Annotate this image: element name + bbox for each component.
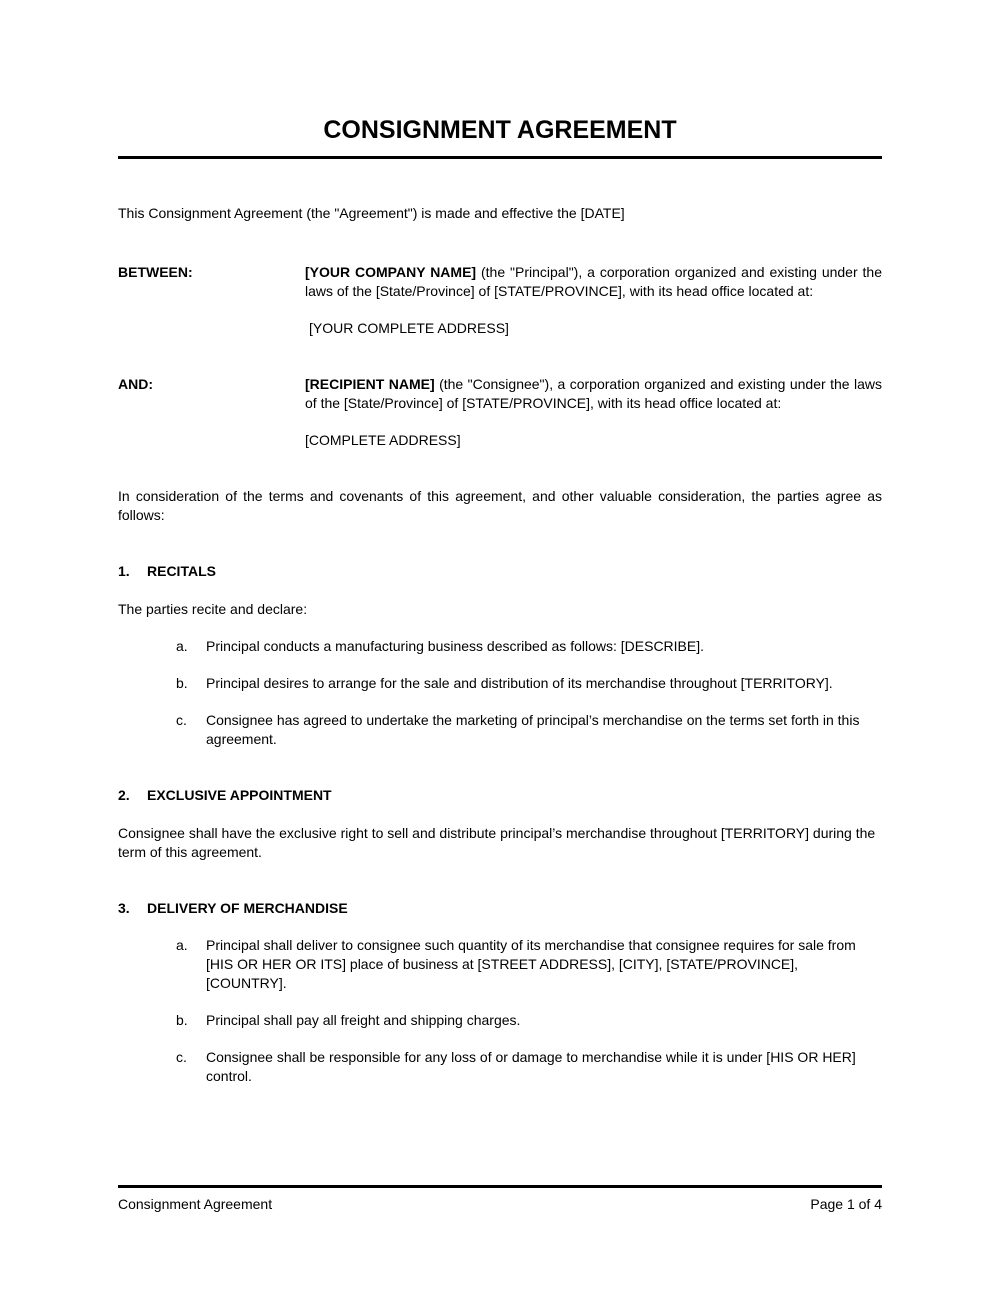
list-item-letter: b. [176,675,188,691]
section-2-title: EXCLUSIVE APPOINTMENT [147,787,332,803]
list-item-letter: b. [176,1012,188,1028]
list-item-text: Consignee has agreed to undertake the marketing of principal’s merchandise on the terms set forth in this agreement. [206,712,860,747]
section-2-paragraph: Consignee shall have the exclusive right to sell and distribute principal’s merchandise throughout [TERRITORY] during the term of this agreement. [118,825,876,860]
list-item [118,1048,882,1086]
party-and-label: AND: [118,376,153,392]
list-item-text: Principal shall deliver to consignee such quantity of its merchandise that consignee requires for sale from [HIS OR HER OR ITS] place of business at [STREET ADDRESS], [CITY], [STATE/PROVINCE], [COUNTRY]. [206,937,856,991]
document-title: CONSIGNMENT AGREEMENT [323,116,677,144]
section-3-title: DELIVERY OF MERCHANDISE [147,900,348,916]
list-item-letter: a. [176,638,188,654]
section-1-heading [118,562,882,581]
party-and-block [118,375,882,450]
footer-page-number: Page 1 of 4 [810,1196,882,1212]
consideration-paragraph: In consideration of the terms and covenants of this agreement, and other valuable consideration, the parties agree as follows: [118,488,882,523]
party-between-block [118,263,882,338]
party-and-text [305,375,882,413]
party-and-description: (the "Consignee"), a corporation organized and existing under the laws of the [State/Province] of [STATE/PROVINCE], with its head office located at: [305,376,882,411]
title-rule [118,156,882,159]
party-between-address: [YOUR COMPLETE ADDRESS] [309,320,509,336]
list-item-text: Principal desires to arrange for the sale and distribution of its merchandise throughout [TERRITORY]. [206,675,833,691]
list-item-text: Principal shall pay all freight and shipping charges. [206,1012,521,1028]
list-item [118,711,882,749]
document-body [0,116,1000,1086]
page-footer [118,1185,882,1214]
list-item-letter: a. [176,937,188,953]
section-1-title: RECITALS [147,563,216,579]
section-3-heading [118,899,882,918]
footer-document-name: Consignment Agreement [118,1196,273,1212]
list-item-text: Consignee shall be responsible for any loss of or damage to merchandise while it is under [HIS OR HER] control. [206,1049,856,1084]
section-3-number: 3. [118,900,130,916]
section-2-number: 2. [118,787,130,803]
section-2-heading [118,786,882,805]
party-and-name: [RECIPIENT NAME] [305,376,435,392]
list-item [118,674,882,693]
list-item-text: Principal conducts a manufacturing business described as follows: [DESCRIBE]. [206,638,705,654]
list-item [118,1011,882,1030]
list-item-letter: c. [176,712,187,728]
section-1-number: 1. [118,563,130,579]
party-between-text [305,263,882,301]
list-item [118,936,882,993]
party-between-content [305,263,882,338]
party-between-description: (the "Principal"), a corporation organized and existing under the laws of the [State/Province] of [STATE/PROVINCE], with its head office located at: [305,264,882,299]
party-between-name: [YOUR COMPANY NAME] [305,264,477,280]
list-item-letter: c. [176,1049,187,1065]
section-1-lead: The parties recite and declare: [118,601,308,617]
party-and-address: [COMPLETE ADDRESS] [305,432,461,448]
party-between-label: BETWEEN: [118,264,193,280]
party-and-content [305,375,882,450]
list-item [118,637,882,656]
intro-paragraph: This Consignment Agreement (the "Agreement") is made and effective the [DATE] [118,205,625,221]
